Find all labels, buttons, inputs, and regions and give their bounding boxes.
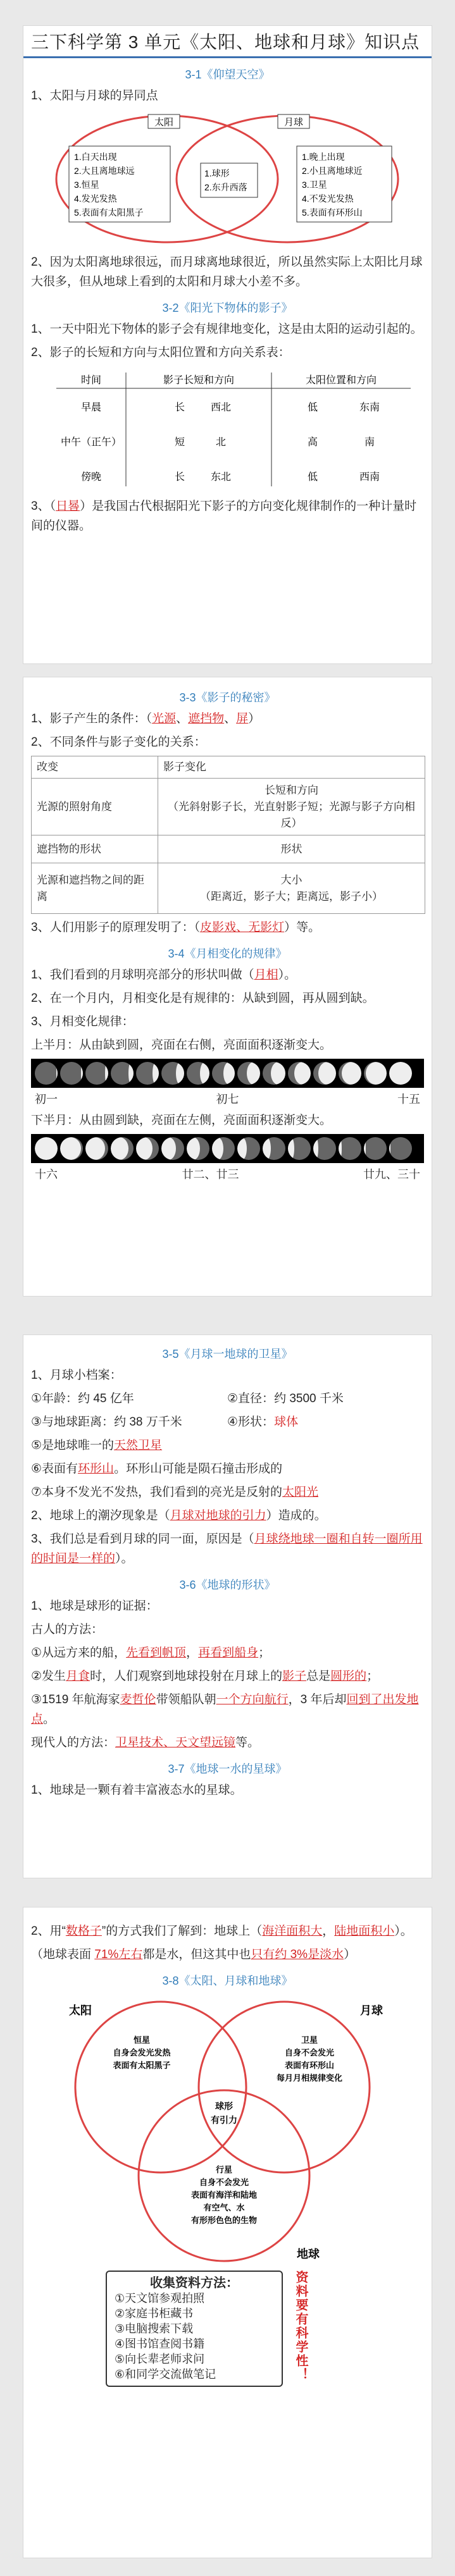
moon-phase-icon xyxy=(339,1137,361,1160)
moon-lit-part xyxy=(187,1137,200,1160)
table-header: 影子变化 xyxy=(158,756,425,779)
sun-item: 2.大且离地球远 xyxy=(74,166,135,176)
method-item: ①天文馆参观拍照 xyxy=(115,2292,205,2305)
moon-item: 5.表面有环形山 xyxy=(302,207,363,218)
s34-second-half: 下半月：从由圆到缺，亮面在左侧，亮面面积逐渐变大。 xyxy=(31,1114,332,1127)
moon-lit-part xyxy=(237,1137,247,1160)
phase-label: 初一 xyxy=(35,1093,58,1106)
s35-q3-answer: 月球绕地球一圈和自转一圈所用的时间是一样的 xyxy=(31,1532,423,1565)
method-item: ⑤向长辈老师求问 xyxy=(115,2353,205,2365)
table-cell: 光源和遮挡物之间的距离 xyxy=(32,863,158,914)
moon-fact xyxy=(227,1389,344,1408)
moon-lit-part xyxy=(212,1137,223,1160)
table-cell: 形状 xyxy=(158,835,425,863)
s33-q2: 2、不同条件与影子变化的关系： xyxy=(31,736,206,749)
moon-phase-icon xyxy=(161,1062,184,1085)
e3-answer-1: 麦哲伦 xyxy=(120,1693,156,1706)
sun-circle xyxy=(75,2002,246,2172)
s37-q3-answer-2: 只有约 3%是淡水 xyxy=(251,1948,344,1961)
moon-lit-part xyxy=(342,1062,361,1085)
method-item: ③电脑搜索下载 xyxy=(115,2322,194,2335)
e2-answer-2: 影子 xyxy=(282,1670,307,1683)
moon-lit-part xyxy=(56,1062,58,1085)
s33-q1-ans-1: 光源 xyxy=(152,712,177,725)
moon-item: 1.晚上出现 xyxy=(302,152,345,162)
moon-phase-icon xyxy=(85,1137,108,1160)
modern-post: 等。 xyxy=(235,1736,260,1749)
sun-moon-earth-venn xyxy=(31,1992,424,2264)
waning-labels xyxy=(35,1166,420,1182)
earth-evidence-1 xyxy=(31,1643,424,1663)
s37-q2-answer-3: 陆地面积小 xyxy=(334,1925,395,1938)
e3-mid: 带领船队朝 xyxy=(156,1693,216,1706)
moon-phase-icon xyxy=(35,1062,58,1085)
moon-phase-strip-waxing xyxy=(31,1059,424,1088)
condition-table xyxy=(31,756,425,914)
s35-q3 xyxy=(31,1529,424,1568)
section-heading-3-6: 3-6《地球的形状》 xyxy=(179,1579,276,1591)
shadow-direction: 东北 xyxy=(210,472,232,483)
moon-phase-icon xyxy=(237,1137,260,1160)
moon-circle xyxy=(199,2002,370,2172)
phase-label: 初七 xyxy=(216,1093,239,1106)
section-heading-3-3: 3-3《影子的秘密》 xyxy=(179,691,276,704)
moon-lit-part xyxy=(136,1137,153,1160)
s33-q1-ans-2: 遮挡物 xyxy=(188,712,225,725)
moon-lit-part xyxy=(81,1062,83,1085)
moon-lit-part xyxy=(389,1137,390,1160)
card-1 xyxy=(23,25,432,664)
moon-feature: 卫星 xyxy=(301,2035,318,2045)
moon-phase-strip-waning xyxy=(31,1134,424,1163)
sun-moon-venn xyxy=(31,109,424,249)
phase-label: 廿二、廿三 xyxy=(182,1168,239,1181)
moon-lit-part xyxy=(364,1137,366,1160)
s37-q2-mid: ”的方式我们了解到：地球上（ xyxy=(101,1925,263,1938)
section-heading-3-1: 3-1《仰望天空》 xyxy=(185,68,270,81)
center-text xyxy=(211,2101,237,2125)
waxing-labels xyxy=(35,1090,420,1107)
e1-post: ； xyxy=(258,1646,271,1660)
table-header-row xyxy=(32,756,425,779)
s34-q2: 2、在一个月内，月相变化是有规律的：从缺到圆，再从圆到缺。 xyxy=(31,992,375,1005)
s32-q2: 2、影子的长短和方向与太阳位置和方向关系表： xyxy=(31,346,290,359)
earth-modern-methods xyxy=(31,1733,424,1753)
moon-lit-part xyxy=(85,1137,105,1160)
s34-q1-answer: 月相 xyxy=(254,968,278,982)
venn-svg xyxy=(31,109,425,249)
s31-q1: 1、太阳与月球的异同点 xyxy=(31,89,158,102)
moon-item: 4.不发光发热 xyxy=(302,194,354,204)
s33-q1-ans-3: 屏 xyxy=(236,712,249,725)
fact-5-pre: ⑤是地球唯一的 xyxy=(31,1439,115,1452)
moon-phase-icon xyxy=(389,1062,412,1085)
fact-key: 直径： xyxy=(238,1392,275,1405)
fact-key: 与地球距离： xyxy=(42,1415,115,1429)
s37-q2-answer-1: 数格子 xyxy=(65,1925,102,1938)
moon-lit-part xyxy=(153,1062,159,1085)
sun-position: 低 xyxy=(307,402,318,413)
s33-q3-pre: 3、人们用影子的原理发明了：（ xyxy=(31,921,201,934)
moon-lit-part xyxy=(288,1137,294,1160)
moon-lit-part xyxy=(128,1062,134,1085)
row-time: 早晨 xyxy=(80,402,102,413)
moon-lit-part xyxy=(105,1062,108,1085)
moon-feature: 表面有环形山 xyxy=(284,2061,335,2070)
moon-fact-7 xyxy=(31,1482,424,1502)
section-heading-3-7: 3-7《地球一水的星球》 xyxy=(168,1763,287,1775)
table-header: 时间 xyxy=(80,375,102,386)
moon-lit-part xyxy=(223,1062,235,1085)
row-time: 中午（正午） xyxy=(60,437,122,448)
moon-phase-icon xyxy=(136,1062,159,1085)
earth-feature: 自身不会发光 xyxy=(199,2178,249,2187)
s33-q1-post: ） xyxy=(248,712,261,725)
sun-text xyxy=(113,2035,171,2070)
s33-q1-pre: 1、影子产生的条件：（ xyxy=(31,712,153,725)
shared-feature: 有引力 xyxy=(211,2115,237,2125)
moon-phase-icon xyxy=(263,1062,285,1085)
moon-lit-part xyxy=(313,1137,318,1160)
table-cell: 长短和方向 （光斜射影子长，光直射影子短；光源与影子方向相反） xyxy=(158,779,425,835)
earth-feature: 表面有海洋和陆地 xyxy=(190,2190,258,2200)
sun-feature: 自身会发光发热 xyxy=(113,2048,171,2057)
earth-text xyxy=(191,2165,257,2225)
moon-lit-part xyxy=(271,1062,285,1085)
s37-q3-answer-1: 71%左右 xyxy=(94,1948,143,1961)
e1-pre: ①从远方来的船， xyxy=(31,1646,127,1660)
section-heading-3-4: 3-4《月相变化的规律》 xyxy=(168,947,287,960)
e2-post: ； xyxy=(366,1670,379,1683)
fact-7-answer: 太阳光 xyxy=(282,1486,319,1499)
moon-phase-icon xyxy=(161,1137,184,1160)
modern-answer: 卫星技术、天文望远镜 xyxy=(115,1736,236,1749)
moon-lit-part xyxy=(294,1062,311,1085)
card-2 xyxy=(23,677,432,1297)
side-note: 资料要有科学性！ xyxy=(294,2271,308,2382)
method-item: ⑥和同学交流做笔记 xyxy=(115,2368,216,2381)
s37-q3-mid: 都是水，但这其中也 xyxy=(142,1948,251,1961)
moon-fact xyxy=(227,1412,298,1432)
moon-lit-part xyxy=(389,1062,412,1085)
fact-number: ② xyxy=(227,1392,239,1405)
section-heading-3-2: 3-2《阳光下物体的影子》 xyxy=(162,302,293,314)
moon-phase-icon xyxy=(288,1137,311,1160)
table-cell: 大小 （距离近，影子大；距离远，影子小） xyxy=(158,863,425,914)
sun-direction: 东南 xyxy=(359,402,380,413)
sun-direction: 西南 xyxy=(359,472,380,483)
fact-key: 形状： xyxy=(238,1415,275,1429)
card-3 xyxy=(23,1334,432,1878)
moon-lit-part xyxy=(111,1137,128,1160)
s37-q3 xyxy=(31,1945,424,1964)
moon-fact-5 xyxy=(31,1436,424,1455)
section-heading-3-5: 3-5《月球一地球的卫星》 xyxy=(162,1348,293,1360)
s35-q2-answer: 月球对地球的引力 xyxy=(170,1509,266,1522)
moon-label: 月球 xyxy=(360,2004,383,2017)
fact-number: ③ xyxy=(31,1415,42,1429)
s34-q1-pre: 1、我们看到的月球明亮部分的形状叫做（ xyxy=(31,968,254,982)
sun-direction: 南 xyxy=(364,437,375,448)
moon-feature: 自身不会发光 xyxy=(284,2048,335,2057)
s33-q1: 1、影子产生的条件：（光源、遮挡物、屏） xyxy=(31,712,261,725)
moon-phase-icon xyxy=(212,1062,235,1085)
s35-q1: 1、月球小档案： xyxy=(31,1369,122,1382)
shadow-table xyxy=(31,366,424,493)
collect-methods-box xyxy=(106,2271,432,2387)
moon-lit-part xyxy=(263,1137,271,1160)
moon-feature: 每月月相规律变化 xyxy=(276,2073,343,2083)
moon-lit-part xyxy=(60,1137,81,1160)
e3-answer-3: 回到了出发地点 xyxy=(31,1693,419,1726)
moon-phase-icon xyxy=(313,1062,336,1085)
s32-q3-post: ）是我国古代根据阳光下影子的方向变化规律制作的一种计量时间的仪器。 xyxy=(31,500,417,533)
moon-facts-row-2 xyxy=(31,1412,424,1432)
row-time: 傍晚 xyxy=(80,472,102,483)
sun-position: 高 xyxy=(307,437,318,448)
method-item: ④图书馆查阅书籍 xyxy=(115,2338,205,2350)
moon-facts-row-1 xyxy=(31,1389,424,1408)
sun-label: 太阳 xyxy=(69,2004,92,2017)
phase-label: 十六 xyxy=(35,1168,58,1181)
phase-label: 十五 xyxy=(397,1093,420,1106)
moon-lit-part xyxy=(35,1137,58,1160)
s37-q3-post: ） xyxy=(344,1948,356,1961)
e3-post: 。 xyxy=(43,1713,56,1726)
s36-ancients: 古人的方法： xyxy=(31,1623,104,1636)
table-row xyxy=(32,779,425,835)
e2-mid-2: 总是 xyxy=(306,1670,331,1683)
moon-phase-icon xyxy=(111,1062,134,1085)
e3-answer-2: 一个方向航行 xyxy=(216,1693,289,1706)
s37-q3-pre: （地球表面 xyxy=(31,1948,95,1961)
earth-evidence-3 xyxy=(31,1690,424,1729)
moon-lit-part xyxy=(247,1062,260,1085)
shadow-table-cells xyxy=(61,374,380,483)
common-item: 1.球形 xyxy=(204,168,230,178)
s36-q1: 1、地球是球形的证据： xyxy=(31,1599,158,1613)
moon-phase-icon xyxy=(136,1137,159,1160)
moon-phase-icon xyxy=(187,1062,209,1085)
earth-evidence-2 xyxy=(31,1667,424,1686)
shadow-length: 短 xyxy=(174,437,185,448)
s32-q3-pre: 3、（ xyxy=(31,500,56,513)
methods-list xyxy=(106,2271,283,2387)
moon-phase-icon xyxy=(364,1137,387,1160)
moon-phase-icon xyxy=(111,1137,134,1160)
moon-phase-icon xyxy=(364,1062,387,1085)
shared-feature: 球形 xyxy=(215,2101,233,2111)
moon-phase-icon xyxy=(60,1137,83,1160)
sun-item: 4.发光发热 xyxy=(74,194,117,204)
table-row xyxy=(32,835,425,863)
fact-value: 约 38 万千米 xyxy=(114,1415,182,1429)
e2-mid-1: 时，人们观察到地球投射在月球上的 xyxy=(90,1670,283,1683)
e1-answer-1: 先看到帆顶 xyxy=(126,1646,187,1660)
earth-feature: 有形形色色的生物 xyxy=(190,2215,258,2225)
shadow-direction: 北 xyxy=(215,437,227,448)
earth-feature: 行星 xyxy=(215,2165,233,2174)
table-header: 影子长短和方向 xyxy=(163,375,235,386)
fact-number: ④ xyxy=(227,1415,239,1429)
s34-q3: 3、月相变化规律： xyxy=(31,1015,134,1028)
s35-q2-pre: 2、地球上的潮汐现象是（ xyxy=(31,1509,170,1522)
e3-pre: ③1519 年航海家 xyxy=(31,1693,120,1706)
moon-phase-icon xyxy=(60,1062,83,1085)
s37-q2 xyxy=(31,1921,424,1941)
moon-phase-icon xyxy=(187,1137,209,1160)
moon-lit-part xyxy=(366,1062,387,1085)
s35-q3-post: ）。 xyxy=(115,1552,134,1565)
moon-item: 3.卫星 xyxy=(302,180,327,190)
moon-phase-icon xyxy=(263,1137,285,1160)
table-row xyxy=(32,863,425,914)
moon-lit-part xyxy=(161,1137,176,1160)
table-header: 太阳位置和方向 xyxy=(305,375,377,386)
section-heading-3-8: 3-8《太阳、月球和地球》 xyxy=(162,1975,293,1987)
moon-phase-icon xyxy=(212,1137,235,1160)
e1-answer-2: 再看到船身 xyxy=(198,1646,259,1660)
sun-feature: 表面有太阳黑子 xyxy=(113,2061,171,2070)
s37-q2-answer-2: 海洋面积大 xyxy=(262,1925,323,1938)
fact-value: 约 45 亿年 xyxy=(78,1392,134,1405)
fact-6-pre: ⑥表面有 xyxy=(31,1462,78,1476)
page-title: 三下科学第 3 单元《太阳、地球和月球》知识点 xyxy=(23,26,432,58)
shadow-table-svg xyxy=(31,366,425,493)
s32-q1: 1、一天中阳光下物体的影子会有规律地变化，这是由太阳的运动引起的。 xyxy=(31,323,423,336)
phase-label: 廿九、三十 xyxy=(363,1168,420,1181)
modern-pre: 现代人的方法： xyxy=(31,1736,116,1749)
methods-title: 收集资料方法： xyxy=(150,2276,239,2290)
moon-phase-icon xyxy=(313,1137,336,1160)
s32-q3 xyxy=(31,496,424,536)
moon-text xyxy=(277,2035,342,2083)
s32-q3-answer: 日晷 xyxy=(56,500,80,513)
e3-mid-2: ，3 年后却 xyxy=(288,1693,347,1706)
s33-q3-post: ）等。 xyxy=(284,921,321,934)
e1-mid: ， xyxy=(186,1646,199,1660)
moon-phase-icon xyxy=(35,1137,58,1160)
s37-q2-pre: 2、用“ xyxy=(31,1925,66,1938)
s33-q3-answer: 皮影戏、无影灯 xyxy=(200,921,285,934)
moon-phase-icon xyxy=(288,1062,311,1085)
three-circle-venn-svg xyxy=(31,1992,425,2264)
s35-q2-post: ）造成的。 xyxy=(266,1509,327,1522)
fact-value: 约 3500 千米 xyxy=(274,1392,344,1405)
s37-q2-mid-2: ， xyxy=(322,1925,335,1938)
moon-fact xyxy=(31,1412,227,1432)
card-4 xyxy=(23,1907,432,2558)
fact-6-answer: 环形山 xyxy=(78,1462,115,1476)
shadow-length: 长 xyxy=(174,472,185,483)
method-item: ②家庭书柜藏书 xyxy=(115,2307,194,2320)
s37-q1: 1、地球是一颗有着丰富液态水的星球。 xyxy=(31,1784,242,1797)
moon-item: 2.小且离地球近 xyxy=(302,166,363,176)
fact-5-answer: 天然卫星 xyxy=(114,1439,163,1452)
moon-fact xyxy=(31,1389,227,1408)
s34-q1 xyxy=(31,965,424,985)
fact-value: 球体 xyxy=(274,1415,299,1429)
moon-fact-6 xyxy=(31,1459,424,1479)
moon-phase-icon xyxy=(389,1137,412,1160)
sun-position: 低 xyxy=(307,472,318,483)
moon-phase-icon xyxy=(85,1062,108,1085)
sun-item: 5.表面有太阳黑子 xyxy=(74,207,144,218)
moon-phase-icon xyxy=(339,1062,361,1085)
table-cell: 光源的照射角度 xyxy=(32,779,158,835)
e2-pre: ②发生 xyxy=(31,1670,66,1683)
sun-feature: 恒星 xyxy=(133,2035,151,2045)
moon-label: 月球 xyxy=(284,117,304,128)
s35-q2 xyxy=(31,1506,424,1525)
s34-q1-post: ）。 xyxy=(278,968,297,982)
shadow-direction: 西北 xyxy=(210,402,232,413)
earth-feature: 有空气、水 xyxy=(203,2203,245,2212)
common-item: 2.东升西落 xyxy=(204,182,247,192)
moon-lit-part xyxy=(318,1062,336,1085)
s37-q2-post: ）。 xyxy=(394,1925,413,1938)
table-header: 改变 xyxy=(32,756,158,779)
earth-label: 地球 xyxy=(297,2248,320,2260)
e2-answer-1: 月食 xyxy=(66,1670,90,1683)
sun-item: 1.白天出现 xyxy=(74,152,117,162)
s35-q3-pre: 3、我们总是看到月球的同一面，原因是（ xyxy=(31,1532,254,1546)
shadow-length: 长 xyxy=(174,402,185,413)
moon-phase-icon xyxy=(237,1062,260,1085)
table-cell: 遮挡物的形状 xyxy=(32,835,158,863)
fact-6-post: 。环形山可能是陨石撞击形成的 xyxy=(114,1462,283,1476)
moon-lit-part xyxy=(200,1062,209,1085)
sun-item: 3.恒星 xyxy=(74,180,99,190)
fact-7-pre: ⑦本身不发光不发热，我们看到的亮光是反射的 xyxy=(31,1486,283,1499)
s33-q3 xyxy=(31,918,424,937)
moon-lit-part xyxy=(176,1062,184,1085)
s31-q2: 2、因为太阳离地球很远，而月球离地球很近，所以虽然实际上太阳比月球大很多，但从地球上看到的太阳和月球大小差不多。 xyxy=(31,256,423,288)
s34-first-half: 上半月：从由缺到圆，亮面在右侧，亮面面积逐渐变大。 xyxy=(31,1038,332,1052)
fact-key: 年龄： xyxy=(42,1392,78,1405)
e2-answer-3: 圆形的 xyxy=(330,1670,367,1683)
sun-label: 太阳 xyxy=(154,117,174,128)
moon-lit-part xyxy=(339,1137,342,1160)
fact-number: ① xyxy=(31,1392,42,1405)
